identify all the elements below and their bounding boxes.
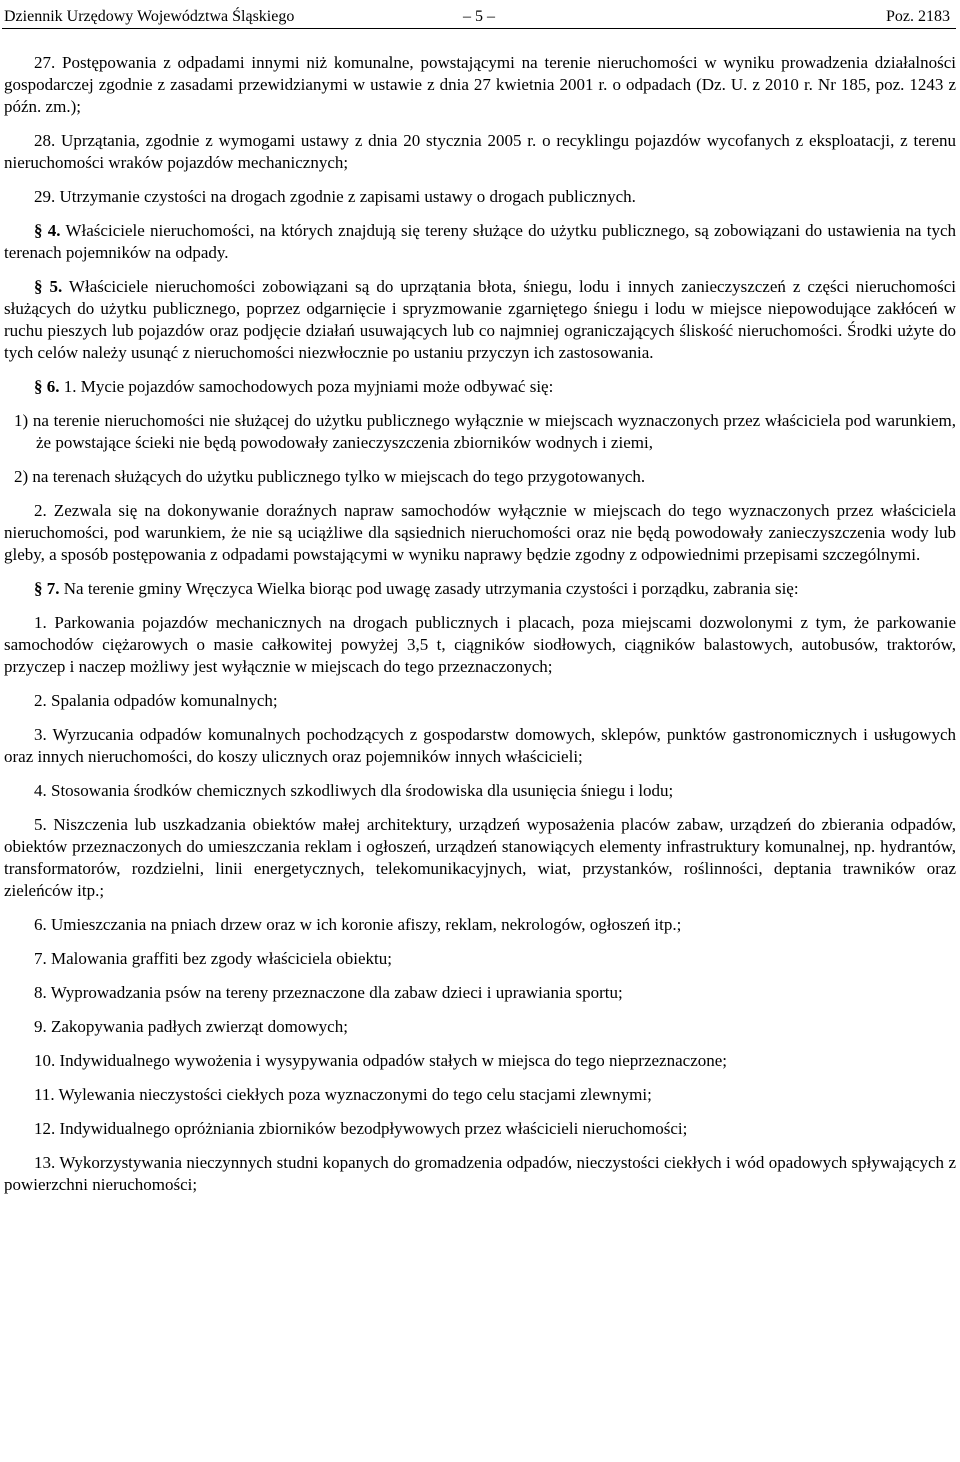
- section-6: [4, 376, 956, 398]
- prohibition-item: 13. Wykorzystywania nieczynnych studni kopanych do gromadzenia odpadów, nieczystości ciekłych i wód opadowych spływających z powierzchni nieruchomości;: [4, 1153, 956, 1194]
- prohibition-item: 3. Wyrzucania odpadów komunalnych pochodzących z gospodarstw domowych, sklepów, punktów gastronomicznych i usługowych oraz innych nieruchomości, do koszy ulicznych oraz pojemników innych właścicieli;: [4, 725, 956, 766]
- section-7-number: § 7.: [34, 579, 60, 598]
- prohibition-item: 5. Niszczenia lub uszkadzania obiektów małej architektury, urządzeń wyposażenia placów zabaw, urządzeń do zbierania odpadów, obiektów przeznaczonych do umieszczania reklam i ogłoszeń, urządzeń stanowiących elementy infrastruktury komunalnej, np. hydrantów, transformatorów, rozdzielni, linii energetycznych, telekomunikacyjnych, wiat, przystanków, roślinności, deptania trawników oraz zieleńców itp.;: [4, 815, 956, 900]
- prohibition-item: 11. Wylewania nieczystości ciekłych poza wyznaczonymi do tego celu stacjami zlewnymi;: [34, 1085, 652, 1104]
- section-6-point-1: 1) na terenie nieruchomości nie służącej do użytku publicznego wyłącznie w miejscach wyznaczonych przez właściciela pod warunkiem, że powstające ścieki nie będą powodowały zanieczyszczenia zbiorników wodnych i ziemi,: [14, 411, 956, 452]
- section-4-number: § 4.: [34, 221, 61, 240]
- prohibition-item: 8. Wyprowadzania psów na tereny przeznaczone dla zabaw dzieci i uprawiania sportu;: [34, 983, 623, 1002]
- section-5-number: § 5.: [34, 277, 63, 296]
- page-number: – 5 –: [463, 8, 495, 25]
- section-5-text: Właściciele nieruchomości zobowiązani są do uprzątania błota, śniegu, lodu i innych zanieczyszczeń z części nieruchomości służących do użytku publicznego, poprzez odgarnięcie i spryzmowanie zgarniętego śniegu i lodu w miejsce niepowodujące zakłóceń w ruchu pieszych lub pojazdów oraz podjęcie działań usuwających lub co najmniej ograniczających śliskość nieruchomości. Środki użyte do tych celów należy usunąć z nieruchomości niezwłocznie po ustaniu przyczyn ich zastosowania.: [4, 277, 957, 362]
- prohibition-item: 1. Parkowania pojazdów mechanicznych na drogach publicznych i placach, poza miejscami dozwolonymi z tym, że parkowanie samochodów ciężarowych o masie całkowitej powyżej 3,5 t, ciągników siodłowych, ciągników balastowych, autobusów, traktorów, przyczep i naczep możliwy jest wyłącznie w miejscach do tego przeznaczonych;: [4, 613, 956, 676]
- section-6-intro: 1. Mycie pojazdów samochodowych poza myjniami może odbywać się:: [59, 377, 554, 396]
- item-29: 29. Utrzymanie czystości na drogach zgodnie z zapisami ustawy o drogach publicznych.: [34, 187, 636, 206]
- prohibition-item: 10. Indywidualnego wywożenia i wysypywania odpadów stałych w miejsca do tego nieprzeznaczone;: [34, 1051, 728, 1070]
- section-6-number: § 6.: [34, 377, 60, 396]
- prohibition-item: 6. Umieszczania na pniach drzew oraz w ich koronie afiszy, reklam, nekrologów, ogłoszeń itp.;: [34, 915, 682, 934]
- item-28: 28. Uprzątania, zgodnie z wymogami ustawy z dnia 20 stycznia 2005 r. o recyklingu pojazdów wycofanych z eksploatacji, z terenu nieruchomości wraków pojazdów mechanicznych;: [4, 131, 956, 172]
- prohibition-item: 4. Stosowania środków chemicznych szkodliwych dla środowiska dla usunięcia śniegu i lodu;: [34, 781, 674, 800]
- section-4: [4, 220, 956, 264]
- item-27: 27. Postępowania z odpadami innymi niż komunalne, powstającymi na terenie nieruchomości w wyniku prowadzenia działalności gospodarczej zgodnie z zasadami przewidzianymi w ustawie z dnia 27 kwietnia 2001 r. o odpadach (Dz. U. z 2010 r. Nr 185, poz. 1243 z późn. zm.);: [4, 53, 956, 116]
- prohibition-item: 12. Indywidualnego opróżniania zbiorników bezodpływowych przez właścicieli nieruchomości;: [34, 1119, 688, 1138]
- journal-title: Dziennik Urzędowy Województwa Śląskiego: [4, 8, 295, 25]
- section-6-point-2: 2) na terenach służących do użytku publicznego tylko w miejscach do tego przygotowanych.: [14, 467, 646, 486]
- section-7: [4, 578, 956, 600]
- document-body: [4, 52, 956, 1196]
- section-4-text: Właściciele nieruchomości, na których znajdują się tereny służące do użytku publicznego, są zobowiązani do ustawienia na tych terenach pojemników na odpady.: [4, 221, 956, 262]
- prohibition-item: 2. Spalania odpadów komunalnych;: [34, 691, 278, 710]
- section-7-intro: Na terenie gminy Wręczyca Wielka biorąc pod uwagę zasady utrzymania czystości i porządku, zabrania się:: [59, 579, 799, 598]
- prohibition-item: 9. Zakopywania padłych zwierząt domowych;: [34, 1017, 348, 1036]
- position-number: Poz. 2183: [886, 8, 950, 25]
- section-5: [4, 276, 956, 364]
- prohibition-item: 7. Malowania graffiti bez zgody właściciela obiektu;: [34, 949, 392, 968]
- page-header: [2, 4, 956, 29]
- section-6-paragraph-2: 2. Zezwala się na dokonywanie doraźnych napraw samochodów wyłącznie w miejscach do tego wyznaczonych przez właściciela nieruchomości, pod warunkiem, że nie są uciążliwe dla sąsiednich nieruchomości oraz nie będą powodowały zanieczyszczenia wody lub gleby, a sposób postępowania z odpadami powstającymi w wyniku naprawy będzie zgodny z odpowiednimi przepisami szczególnymi.: [4, 501, 956, 564]
